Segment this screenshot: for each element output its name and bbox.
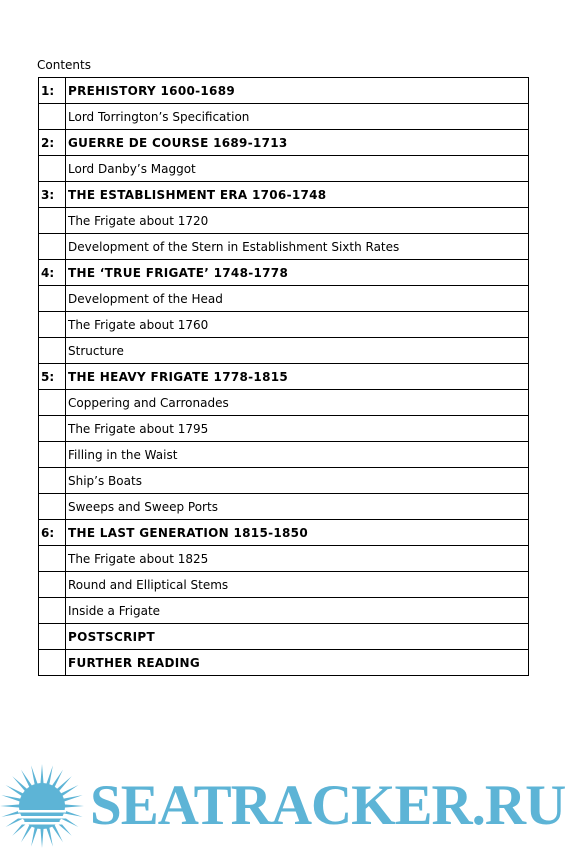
toc-entry-row (39, 104, 529, 130)
toc-entry-row (39, 572, 529, 598)
sun-ray (1, 795, 21, 802)
toc-title[interactable]: THE ‘TRUE FRIGATE’ 1748-1778 (66, 260, 529, 286)
toc-number (39, 416, 66, 442)
toc-title[interactable]: Lord Torrington’s Specification (66, 104, 529, 130)
sun-ray (40, 828, 43, 848)
toc-part-row (39, 182, 529, 208)
toc-title[interactable]: Filling in the Waist (66, 442, 529, 468)
toc-number (39, 494, 66, 520)
toc-part-row (39, 364, 529, 390)
sun-ray (63, 795, 83, 802)
toc-part-row (39, 260, 529, 286)
toc-entry-row (39, 546, 529, 572)
toc-number (39, 104, 66, 130)
watermark-text: SEATRACKER.RU (90, 774, 566, 837)
toc-entry-row (39, 338, 529, 364)
toc-title[interactable]: The Frigate about 1825 (66, 546, 529, 572)
toc-number (39, 546, 66, 572)
sun-ray (46, 827, 53, 847)
toc-number (39, 598, 66, 624)
toc-title[interactable]: PREHISTORY 1600-1689 (66, 78, 529, 104)
toc-title[interactable]: Structure (66, 338, 529, 364)
toc-title[interactable]: The Frigate about 1760 (66, 312, 529, 338)
sun-ray (31, 827, 38, 847)
toc-number (39, 468, 66, 494)
toc-number (39, 286, 66, 312)
toc-title[interactable]: Lord Danby’s Maggot (66, 156, 529, 182)
toc-part-row (39, 520, 529, 546)
toc-title[interactable]: Ship’s Boats (66, 468, 529, 494)
toc-entry-row (39, 598, 529, 624)
sun-stripe (18, 822, 66, 825)
toc-entry-row (39, 650, 529, 676)
toc-title[interactable]: POSTSCRIPT (66, 624, 529, 650)
toc-entry-row (39, 286, 529, 312)
toc-title[interactable]: THE LAST GENERATION 1815-1850 (66, 520, 529, 546)
toc-number (39, 390, 66, 416)
sun-ray (46, 765, 53, 785)
toc-entry-row (39, 390, 529, 416)
toc-number (39, 234, 66, 260)
toc-number: 3: (39, 182, 66, 208)
sun-ray (60, 785, 78, 796)
toc-number (39, 442, 66, 468)
toc-title[interactable]: Development of the Head (66, 286, 529, 312)
sun-ray (64, 804, 84, 807)
toc-number (39, 156, 66, 182)
sun-ray (0, 804, 20, 807)
toc-entry-row (39, 312, 529, 338)
sun-ray (6, 785, 24, 796)
toc-number: 1: (39, 78, 66, 104)
toc-number: 4: (39, 260, 66, 286)
toc-title[interactable]: GUERRE DE COURSE 1689-1713 (66, 130, 529, 156)
toc-number (39, 208, 66, 234)
toc-number: 5: (39, 364, 66, 390)
toc-number (39, 572, 66, 598)
toc-number: 2: (39, 130, 66, 156)
toc-title[interactable]: Development of the Stern in Establishment Sixth Rates (66, 234, 529, 260)
toc-title[interactable]: Inside a Frigate (66, 598, 529, 624)
toc-entry-row (39, 442, 529, 468)
toc-number (39, 338, 66, 364)
contents-table-body (39, 78, 529, 676)
sun-ray (52, 824, 63, 842)
sun-icon (0, 764, 84, 848)
toc-entry-row (39, 468, 529, 494)
contents-table (38, 77, 529, 676)
sun-ray (52, 770, 63, 788)
toc-entry-row (39, 624, 529, 650)
sun-ray (40, 764, 43, 784)
toc-title[interactable]: Sweeps and Sweep Ports (66, 494, 529, 520)
sun-stripe (18, 810, 66, 813)
toc-title[interactable]: Round and Elliptical Stems (66, 572, 529, 598)
toc-entry-row (39, 234, 529, 260)
toc-number: 6: (39, 520, 66, 546)
toc-part-row (39, 130, 529, 156)
toc-number (39, 624, 66, 650)
toc-number (39, 650, 66, 676)
toc-title[interactable]: The Frigate about 1720 (66, 208, 529, 234)
toc-entry-row (39, 494, 529, 520)
toc-title[interactable]: FURTHER READING (66, 650, 529, 676)
toc-entry-row (39, 156, 529, 182)
sun-ray (21, 770, 32, 788)
sun-ray (21, 824, 32, 842)
contents-heading: Contents (37, 58, 91, 72)
toc-title[interactable]: THE HEAVY FRIGATE 1778-1815 (66, 364, 529, 390)
sun-stripe (18, 816, 66, 819)
toc-title[interactable]: THE ESTABLISHMENT ERA 1706-1748 (66, 182, 529, 208)
toc-entry-row (39, 208, 529, 234)
toc-number (39, 312, 66, 338)
toc-part-row (39, 78, 529, 104)
toc-title[interactable]: The Frigate about 1795 (66, 416, 529, 442)
toc-entry-row (39, 416, 529, 442)
sun-ray (31, 765, 38, 785)
toc-title[interactable]: Coppering and Carronades (66, 390, 529, 416)
